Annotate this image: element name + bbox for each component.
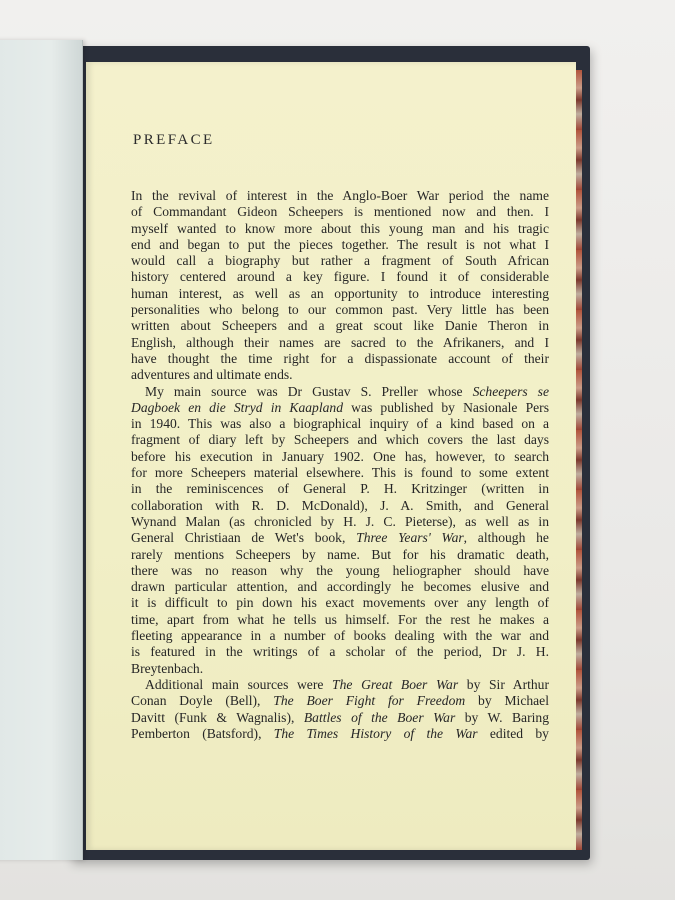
text-segment: before his execution in January 1902. One has, however, to search (131, 448, 549, 464)
italic-title: The Times History of the War (273, 725, 478, 741)
text-segment: human interest, as well as an opportunity to introduce interesting (131, 285, 549, 301)
text-segment: fragment of diary left by Scheepers and which covers the last days (131, 432, 549, 448)
text-line (131, 318, 549, 334)
italic-title: Scheepers se (472, 383, 550, 399)
book-page (86, 62, 576, 850)
text-segment: Davitt (Funk & Wagnalis), (131, 709, 304, 725)
text-segment: by Sir Arthur (458, 676, 549, 692)
text-segment: by Michael (465, 693, 549, 709)
text-line (131, 628, 549, 644)
text-line (131, 530, 549, 546)
text-line (131, 351, 549, 367)
text-segment: for more Scheepers material elsewhere. This is found to some extent (131, 465, 549, 481)
text-line (131, 221, 549, 237)
text-line (131, 514, 549, 530)
text-segment: in 1940. This was also a biographical inquiry of a kind based on a (131, 416, 549, 432)
preface-text (131, 188, 549, 742)
text-segment: history centered around a key figure. I found it of considerable (131, 269, 549, 285)
text-segment: is featured in the writings of a scholar of the period, Dr J. H. (131, 644, 549, 660)
text-line (131, 449, 549, 465)
text-segment: by W. Baring (455, 709, 549, 725)
text-segment: Breytenbach. (131, 660, 204, 676)
text-segment: General Christiaan de Wet's book, (131, 530, 357, 546)
text-segment: time, apart from what he tells us himself. For the rest he makes a (131, 611, 549, 627)
text-line (131, 269, 549, 285)
text-line (131, 644, 549, 660)
text-segment: there was no reason why the young heliographer should have (131, 562, 549, 578)
text-segment: fleeting appearance in a number of books dealing with the war and (131, 628, 549, 644)
text-segment: was published by Nasionale Pers (343, 399, 549, 415)
page-heading: PREFACE (133, 132, 215, 148)
text-segment: in the reminiscences of General P. H. Kritzinger (written in (131, 481, 549, 497)
text-segment: adventures and ultimate ends. (131, 367, 293, 383)
text-line (131, 710, 549, 726)
text-line (131, 465, 549, 481)
text-line (131, 400, 549, 416)
text-segment: Additional main sources were (145, 676, 333, 692)
facing-page (0, 40, 83, 860)
italic-title: Three Years' War (356, 530, 464, 546)
text-line (131, 367, 549, 383)
italic-title: The Great Boer War (332, 676, 459, 692)
text-segment: rarely mentions Scheepers by name. But for his dramatic death, (131, 546, 549, 562)
italic-title: The Boer Fight for Freedom (273, 693, 466, 709)
text-line (131, 384, 549, 400)
text-line (131, 188, 549, 204)
text-line (131, 661, 549, 677)
text-segment: end and began to put the pieces together. The result is not what I (131, 236, 549, 252)
text-segment: In the revival of interest in the Anglo-Boer War period the name (131, 188, 549, 203)
text-line (131, 612, 549, 628)
text-line (131, 693, 549, 709)
text-segment: Conan Doyle (Bell), (131, 693, 274, 709)
text-segment: , although he (463, 530, 549, 546)
text-segment: My main source was Dr Gustav S. Preller whose (145, 383, 473, 399)
text-line (131, 416, 549, 432)
text-line (131, 677, 549, 693)
text-line (131, 547, 549, 563)
text-line (131, 302, 549, 318)
text-segment: edited by (477, 725, 549, 741)
text-line (131, 579, 549, 595)
text-line (131, 253, 549, 269)
text-line (131, 432, 549, 448)
text-line (131, 563, 549, 579)
text-line (131, 335, 549, 351)
italic-title: Dagboek en die Stryd in Kaapland (131, 399, 344, 415)
text-segment: of Commandant Gideon Scheepers is mentioned now and then. I (131, 204, 549, 220)
text-segment: written about Scheepers and a great scout like Danie Theron in (131, 318, 549, 334)
text-segment: myself wanted to know more about this young man and his tragic (131, 220, 549, 236)
text-segment: drawn particular attention, and accordingly he becomes elusive and (131, 579, 549, 595)
text-segment: would call a biography but rather a fragment of South African (131, 253, 549, 269)
text-segment: Wynand Malan (as chronicled by H. J. C. Pieterse), as well as in (131, 513, 549, 529)
text-line (131, 726, 549, 742)
text-segment: Pemberton (Batsford), (131, 725, 274, 741)
text-segment: collaboration with R. D. McDonald), J. A. Smith, and General (131, 497, 549, 513)
text-segment: personalities who belong to our common past. Very little has been (131, 302, 549, 318)
text-line (131, 204, 549, 220)
text-segment: English, although their names are sacred to the Afrikaners, and I (131, 334, 549, 350)
italic-title: Battles of the Boer War (303, 709, 456, 725)
text-segment: it is difficult to pin down his exact movements over any length of (131, 595, 549, 611)
text-line (131, 481, 549, 497)
text-line (131, 237, 549, 253)
text-line (131, 286, 549, 302)
text-line (131, 498, 549, 514)
text-line (131, 595, 549, 611)
text-segment: have thought the time right for a dispassionate account of their (131, 350, 549, 366)
